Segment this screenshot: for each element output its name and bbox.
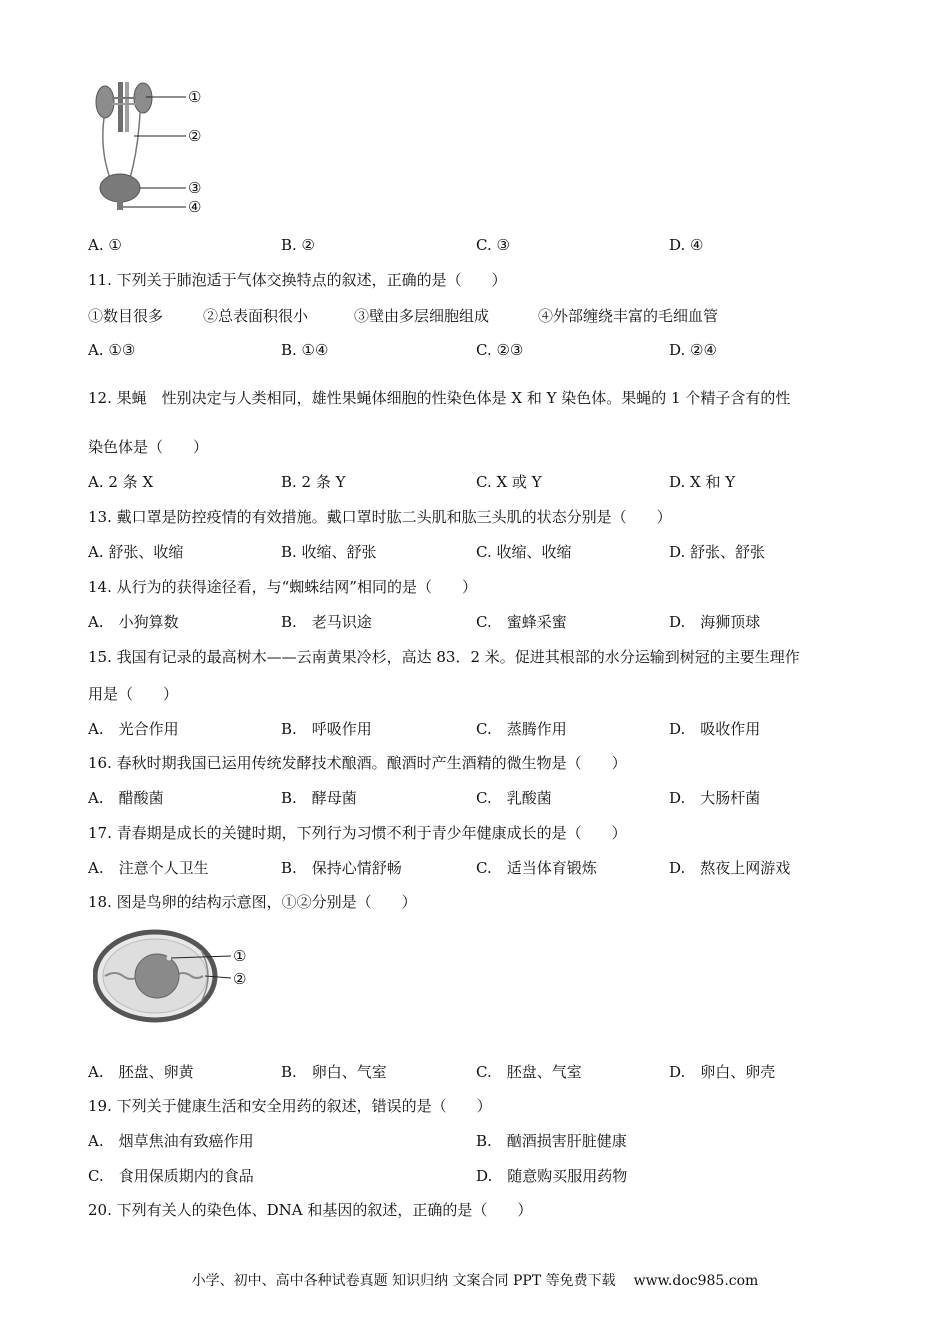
q11-statement-1: ①数目很多 <box>88 307 164 325</box>
q13-option-c[interactable]: C. 收缩、收缩 <box>476 543 572 561</box>
q14-option-c[interactable]: C. 蜜蜂采蜜 <box>476 613 567 631</box>
q10-options <box>88 235 868 255</box>
bird-egg-figure <box>93 928 243 1028</box>
q17-stem: 17. 青春期是成长的关键时期，下列行为习惯不利于青少年健康成长的是（ ） <box>88 824 627 842</box>
q12-option-a[interactable]: A. 2 条 X <box>88 473 154 491</box>
q18-option-c[interactable]: C. 胚盘、气室 <box>476 1063 582 1081</box>
q13-option-a[interactable]: A. 舒张、收缩 <box>88 543 184 561</box>
page-footer <box>0 1270 950 1290</box>
q15-option-a[interactable]: A. 光合作用 <box>88 720 179 738</box>
q18-option-d[interactable]: D. 卵白、卵壳 <box>669 1063 776 1081</box>
q13-option-b[interactable]: B. 收缩、舒张 <box>281 543 377 561</box>
q11-options <box>88 340 868 360</box>
q17-option-a[interactable]: A. 注意个人卫生 <box>88 859 209 877</box>
q11-stem: 11. 下列关于肺泡适于气体交换特点的叙述，正确的是（ ） <box>88 271 507 289</box>
figure1-label-1: ① <box>188 88 202 106</box>
q11-statement-2: ②总表面积很小 <box>203 307 309 325</box>
q16-option-c[interactable]: C. 乳酸菌 <box>476 789 552 807</box>
q19-option-b[interactable]: B. 酗酒损害肝脏健康 <box>476 1132 627 1150</box>
q15-stem-line2: 用是（ ） <box>88 685 179 703</box>
q16-stem: 16. 春秋时期我国已运用传统发酵技术酿酒。酿酒时产生酒精的微生物是（ ） <box>88 754 627 772</box>
q14-option-d[interactable]: D. 海狮顶球 <box>669 613 761 631</box>
q19-option-a[interactable]: A. 烟草焦油有致癌作用 <box>88 1132 254 1150</box>
q15-options <box>88 719 868 739</box>
q11-statement-3: ③壁由多层细胞组成 <box>354 307 490 325</box>
q11-statements <box>88 306 868 326</box>
q10-option-a[interactable]: A. ① <box>88 236 122 254</box>
q12-stem-line2: 染色体是（ ） <box>88 438 209 456</box>
q15-option-c[interactable]: C. 蒸腾作用 <box>476 720 567 738</box>
q14-options <box>88 612 868 632</box>
q16-option-b[interactable]: B. 酵母菌 <box>281 789 357 807</box>
q15-option-b[interactable]: B. 呼吸作用 <box>281 720 372 738</box>
q12-options <box>88 472 868 492</box>
q10-option-d[interactable]: D. ④ <box>669 236 704 254</box>
q20-stem: 20. 下列有关人的染色体、DNA 和基因的叙述，正确的是（ ） <box>88 1201 533 1219</box>
q15-option-d[interactable]: D. 吸收作用 <box>669 720 761 738</box>
q13-stem: 13. 戴口罩是防控疫情的有效措施。戴口罩时肱二头肌和肱三头肌的状态分别是（ ） <box>88 508 672 526</box>
q17-option-b[interactable]: B. 保持心情舒畅 <box>281 859 402 877</box>
footer-text: 小学、初中、高中各种试卷真题 知识归纳 文案合同 PPT 等免费下载 <box>191 1273 616 1289</box>
q19-options-row2 <box>88 1166 868 1186</box>
q11-option-b[interactable]: B. ①④ <box>281 341 329 359</box>
q15-stem-line1: 15. 我国有记录的最高树木——云南黄果冷杉，高达 83．2 米。促进其根部的水分运输到树冠的主要生理作 <box>88 648 800 666</box>
q17-option-d[interactable]: D. 熬夜上网游戏 <box>669 859 791 877</box>
q18-stem: 18. 图是鸟卵的结构示意图，①②分别是（ ） <box>88 893 417 911</box>
q19-options-row1 <box>88 1131 868 1151</box>
q18-option-b[interactable]: B. 卵白、气室 <box>281 1063 387 1081</box>
q14-option-b[interactable]: B. 老马识途 <box>281 613 372 631</box>
q17-options <box>88 858 868 878</box>
q10-option-b[interactable]: B. ② <box>281 236 316 254</box>
q18-options <box>88 1062 868 1082</box>
q11-statement-4: ④外部缠绕丰富的毛细血管 <box>538 307 719 325</box>
q10-option-c[interactable]: C. ③ <box>476 236 510 254</box>
q11-option-a[interactable]: A. ①③ <box>88 341 136 359</box>
q14-option-a[interactable]: A. 小狗算数 <box>88 613 179 631</box>
q14-stem: 14. 从行为的获得途径看，与“蜘蛛结网”相同的是（ ） <box>88 578 477 596</box>
q16-options <box>88 788 868 808</box>
q12-option-c[interactable]: C. X 或 Y <box>476 473 542 491</box>
q16-option-d[interactable]: D. 大肠杆菌 <box>669 789 761 807</box>
q12-option-d[interactable]: D. X 和 Y <box>669 473 736 491</box>
q18-option-a[interactable]: A. 胚盘、卵黄 <box>88 1063 194 1081</box>
q16-option-a[interactable]: A. 醋酸菌 <box>88 789 164 807</box>
figure1-label-2: ② <box>188 127 202 145</box>
q18-figure-label-1: ① <box>233 947 247 965</box>
q12-stem-line1: 12. 果蝇 性别决定与人类相同，雄性果蝇体细胞的性染色体是 X 和 Y 染色体。果蝇的 1 个精子含有的性 <box>88 389 791 407</box>
q12-option-b[interactable]: B. 2 条 Y <box>281 473 346 491</box>
q19-stem: 19. 下列关于健康生活和安全用药的叙述，错误的是（ ） <box>88 1097 492 1115</box>
q19-option-c[interactable]: C. 食用保质期内的食品 <box>88 1167 254 1185</box>
q19-option-d[interactable]: D. 随意购买服用药物 <box>476 1167 628 1185</box>
q11-option-d[interactable]: D. ②④ <box>669 341 717 359</box>
footer-url[interactable]: www.doc985.com <box>633 1273 759 1289</box>
q17-option-c[interactable]: C. 适当体育锻炼 <box>476 859 597 877</box>
urinary-system-figure <box>88 80 228 220</box>
q13-option-d[interactable]: D. 舒张、舒张 <box>669 543 766 561</box>
figure1-label-3: ③ <box>188 179 202 197</box>
q13-options <box>88 542 868 562</box>
figure1-label-4: ④ <box>188 198 202 216</box>
q11-option-c[interactable]: C. ②③ <box>476 341 524 359</box>
q18-figure-label-2: ② <box>233 970 247 988</box>
